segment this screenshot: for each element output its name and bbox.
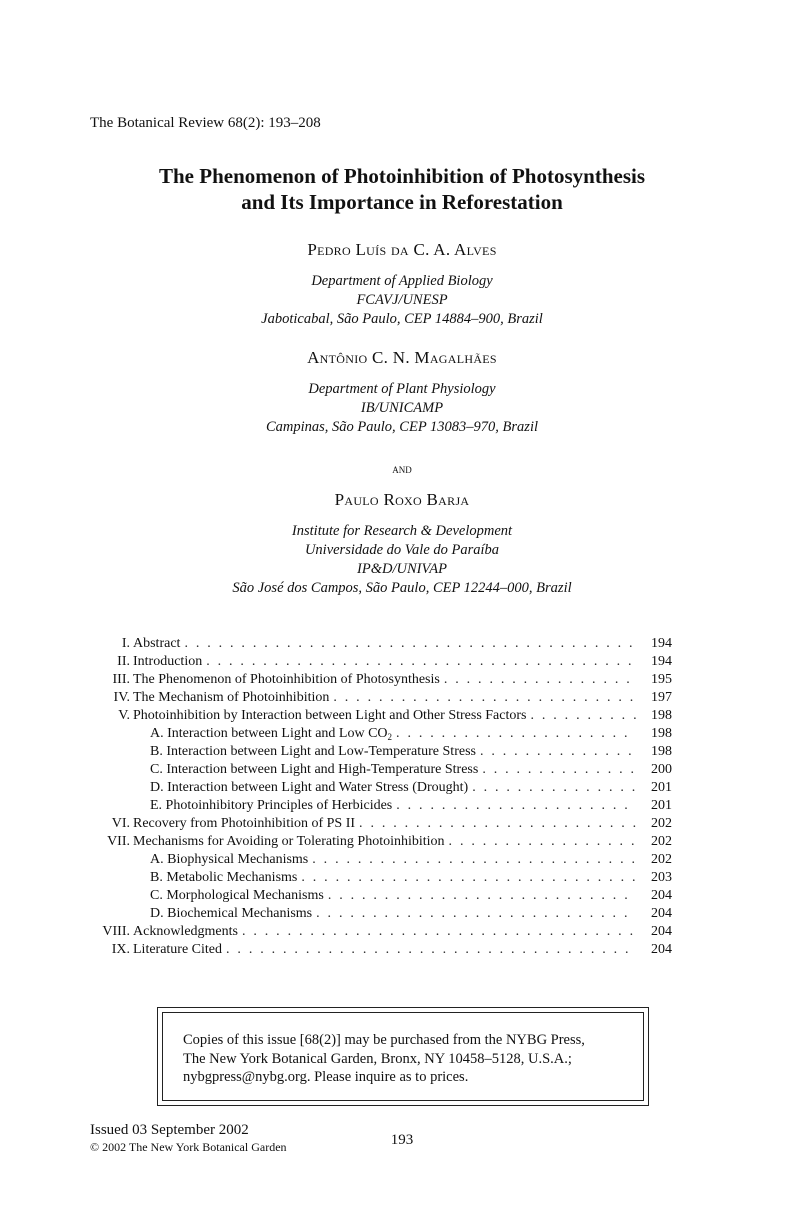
- toc-entry-title-wrap: [130, 834, 640, 850]
- toc-entry-page: 198: [651, 726, 672, 741]
- toc-leader-dots: [328, 888, 636, 904]
- toc-entry-title-text: Mechanisms for Avoiding or Tolerating Photoinhibition: [133, 834, 445, 849]
- toc-entry-title: [133, 690, 329, 706]
- toc-entry-title-text: The Phenomenon of Photoinhibition of Photosynthesis: [133, 672, 440, 687]
- author-3-name: Paulo Roxo Barja: [334, 490, 470, 509]
- title-line-1: The Phenomenon of Photoinhibition of Photosynthesis: [159, 164, 645, 188]
- toc-entry-title: [150, 744, 476, 760]
- toc-entry: [90, 726, 672, 744]
- toc-entry-title-text: C. Interaction between Light and High-Temperature Stress: [150, 762, 479, 777]
- toc-entry-title-text: Literature Cited: [133, 942, 223, 957]
- toc-entry: [90, 906, 672, 924]
- toc-entry-title: [133, 834, 445, 850]
- toc-entry-title-text: D. Biochemical Mechanisms: [150, 906, 313, 921]
- author-1-name: Pedro Luís da C. A. Alves: [307, 240, 497, 259]
- toc-entry-title-text: Abstract: [133, 636, 181, 651]
- toc-entry-title: [133, 816, 355, 832]
- toc-entry-page: 202: [651, 834, 672, 849]
- toc-entry-title: [133, 942, 222, 958]
- toc-leader-dots: [449, 834, 636, 850]
- toc-entry-page: 204: [651, 924, 672, 939]
- affiliation-line: Institute for Research & Development: [291, 523, 513, 539]
- toc-leader-dots: [396, 726, 636, 742]
- author-2-name: Antônio C. N. Magalhães: [307, 348, 497, 367]
- toc-entry-title: [150, 798, 392, 814]
- toc-entry-number: VIII.: [102, 924, 130, 939]
- toc-entry: [90, 762, 672, 780]
- toc-entry-title-text: E. Photoinhibitory Principles of Herbicides: [150, 798, 393, 813]
- toc-entry-number: I.: [121, 636, 130, 651]
- toc-entry-title: [133, 924, 238, 940]
- table-of-contents: [90, 636, 672, 960]
- toc-entry-page: 201: [651, 780, 672, 795]
- toc-entry-number: VI.: [111, 816, 130, 831]
- toc-entry-number: IV.: [113, 690, 130, 705]
- toc-entry-title: [150, 906, 312, 922]
- toc-entry-title-wrap: [130, 672, 640, 688]
- toc-entry: [90, 888, 672, 906]
- toc-leader-dots: [184, 636, 636, 652]
- issued-date: Issued 03 September 2002: [90, 1122, 249, 1138]
- toc-entry: [90, 834, 672, 852]
- toc-entry-title: [150, 726, 392, 742]
- toc-entry-title-wrap: [130, 690, 640, 706]
- toc-entry: [90, 816, 672, 834]
- toc-entry-page: 197: [651, 690, 672, 705]
- toc-entry: [90, 798, 672, 816]
- toc-entry: [90, 636, 672, 654]
- toc-entry-title-wrap: [130, 852, 640, 868]
- toc-entry-page: 202: [651, 852, 672, 867]
- toc-leader-dots: [444, 672, 636, 688]
- toc-entry-title-text: Introduction: [133, 654, 203, 669]
- toc-entry: [90, 708, 672, 726]
- affiliation-line: Jaboticabal, São Paulo, CEP 14884–900, Brazil: [261, 311, 543, 327]
- toc-entry: [90, 780, 672, 798]
- toc-entry-page: 203: [651, 870, 672, 885]
- toc-leader-dots: [482, 762, 636, 778]
- toc-entry: [90, 672, 672, 690]
- toc-entry-title-wrap: [130, 798, 640, 814]
- toc-entry-title-wrap: [130, 942, 640, 958]
- toc-leader-dots: [206, 654, 636, 670]
- toc-entry: [90, 924, 672, 942]
- toc-entry-title: [133, 654, 202, 670]
- toc-entry-number: III.: [112, 672, 130, 687]
- toc-entry: [90, 654, 672, 672]
- affiliation-line: Universidade do Vale do Paraíba: [304, 542, 500, 558]
- affiliation-line: IP&D/UNIVAP: [357, 561, 447, 577]
- toc-entry-title-wrap: [130, 924, 640, 940]
- toc-entry-page: 204: [651, 906, 672, 921]
- toc-entry-title-text: Acknowledgments: [133, 924, 238, 939]
- toc-entry-title: [150, 762, 478, 778]
- toc-entry-number: V.: [118, 708, 130, 723]
- toc-entry-page: 201: [651, 798, 672, 813]
- affiliation-line: IB/UNICAMP: [360, 400, 444, 416]
- toc-entry-page: 204: [651, 942, 672, 957]
- toc-entry-title-text: The Mechanism of Photoinhibition: [133, 690, 330, 705]
- notice-line: nybgpress@nybg.org. Please inquire as to prices.: [183, 1069, 469, 1085]
- toc-entry-title-wrap: [130, 636, 640, 652]
- toc-entry-title: [133, 636, 180, 652]
- toc-entry-page: 202: [651, 816, 672, 831]
- toc-entry-title: [150, 852, 308, 868]
- toc-entry-title: [150, 888, 324, 904]
- purchase-notice-text: [183, 1031, 585, 1087]
- toc-leader-dots: [301, 870, 636, 886]
- journal-citation: The Botanical Review 68(2): 193–208: [90, 115, 321, 131]
- toc-entry-title-wrap: [130, 708, 640, 724]
- toc-entry-page: 200: [651, 762, 672, 777]
- toc-entry: [90, 870, 672, 888]
- toc-entry-title: [133, 708, 526, 724]
- toc-entry: [90, 690, 672, 708]
- title-line-2: and Its Importance in Reforestation: [241, 190, 563, 214]
- toc-entry-title-wrap: [130, 654, 640, 670]
- toc-entry-page: 198: [651, 744, 672, 759]
- toc-entry-title-text: D. Interaction between Light and Water Stress (Drought): [150, 780, 469, 795]
- toc-entry-title: [150, 870, 297, 886]
- toc-entry-page: 194: [651, 636, 672, 651]
- toc-entry-title-wrap: [130, 888, 640, 904]
- toc-entry-title-text: B. Interaction between Light and Low-Temperature Stress: [150, 744, 476, 759]
- toc-leader-dots: [480, 744, 636, 760]
- toc-entry-subscript: 2: [387, 732, 393, 742]
- toc-entry-title: [133, 672, 440, 688]
- purchase-notice-inner-frame: [162, 1012, 644, 1101]
- copyright-notice: © 2002 The New York Botanical Garden: [90, 1140, 287, 1154]
- toc-entry-title-wrap: [130, 744, 640, 760]
- toc-leader-dots: [316, 906, 636, 922]
- toc-entry-title-text: C. Morphological Mechanisms: [150, 888, 324, 903]
- toc-entry-title-text: A. Interaction between Light and Low CO: [150, 726, 388, 741]
- toc-entry: [90, 942, 672, 960]
- toc-entry-title-text: Recovery from Photoinhibition of PS II: [133, 816, 356, 831]
- toc-entry-title-text: Photoinhibition by Interaction between Light and Other Stress Factors: [133, 708, 527, 723]
- notice-line: The New York Botanical Garden, Bronx, NY 10458–5128, U.S.A.;: [183, 1050, 572, 1067]
- toc-entry-page: 204: [651, 888, 672, 903]
- toc-entry-title-wrap: [130, 906, 640, 922]
- affiliation-line: Department of Applied Biology: [311, 273, 493, 289]
- purchase-notice-box: [157, 1007, 649, 1106]
- affiliation-line: Department of Plant Physiology: [308, 381, 496, 397]
- toc-entry-number: IX.: [111, 942, 130, 957]
- toc-entry: [90, 852, 672, 870]
- toc-entry-page: 195: [651, 672, 672, 687]
- author-2-affiliation: [0, 380, 804, 437]
- toc-leader-dots: [530, 708, 636, 724]
- affiliation-line: FCAVJ/UNESP: [356, 292, 448, 308]
- toc-leader-dots: [472, 780, 636, 796]
- toc-entry-title-wrap: [130, 870, 640, 886]
- toc-leader-dots: [312, 852, 636, 868]
- toc-leader-dots: [359, 816, 636, 832]
- toc-entry-title-wrap: [130, 762, 640, 778]
- toc-leader-dots: [226, 942, 636, 958]
- author-1-affiliation: [0, 272, 804, 329]
- toc-entry-number: II.: [117, 654, 130, 669]
- affiliation-line: Campinas, São Paulo, CEP 13083–970, Brazil: [265, 419, 539, 435]
- toc-leader-dots: [333, 690, 636, 706]
- page-number: 193: [390, 1132, 414, 1148]
- toc-entry-number: VII.: [107, 834, 130, 849]
- author-3-affiliation: [0, 522, 804, 598]
- toc-entry-title-text: B. Metabolic Mechanisms: [150, 870, 298, 885]
- toc-entry-title: [150, 780, 468, 796]
- toc-entry-title-wrap: [130, 726, 640, 742]
- notice-line: Copies of this issue [68(2)] may be purchased from the NYBG Press,: [183, 1032, 585, 1048]
- toc-leader-dots: [396, 798, 636, 814]
- toc-entry-page: 194: [651, 654, 672, 669]
- article-title: [0, 163, 804, 215]
- and-separator: and: [392, 461, 412, 476]
- affiliation-line: São José dos Campos, São Paulo, CEP 12244–000, Brazil: [232, 580, 572, 596]
- toc-entry-title-text: A. Biophysical Mechanisms: [150, 852, 309, 867]
- toc-leader-dots: [242, 924, 636, 940]
- toc-entry-page: 198: [651, 708, 672, 723]
- toc-entry: [90, 744, 672, 762]
- toc-entry-title-wrap: [130, 780, 640, 796]
- toc-entry-title-wrap: [130, 816, 640, 832]
